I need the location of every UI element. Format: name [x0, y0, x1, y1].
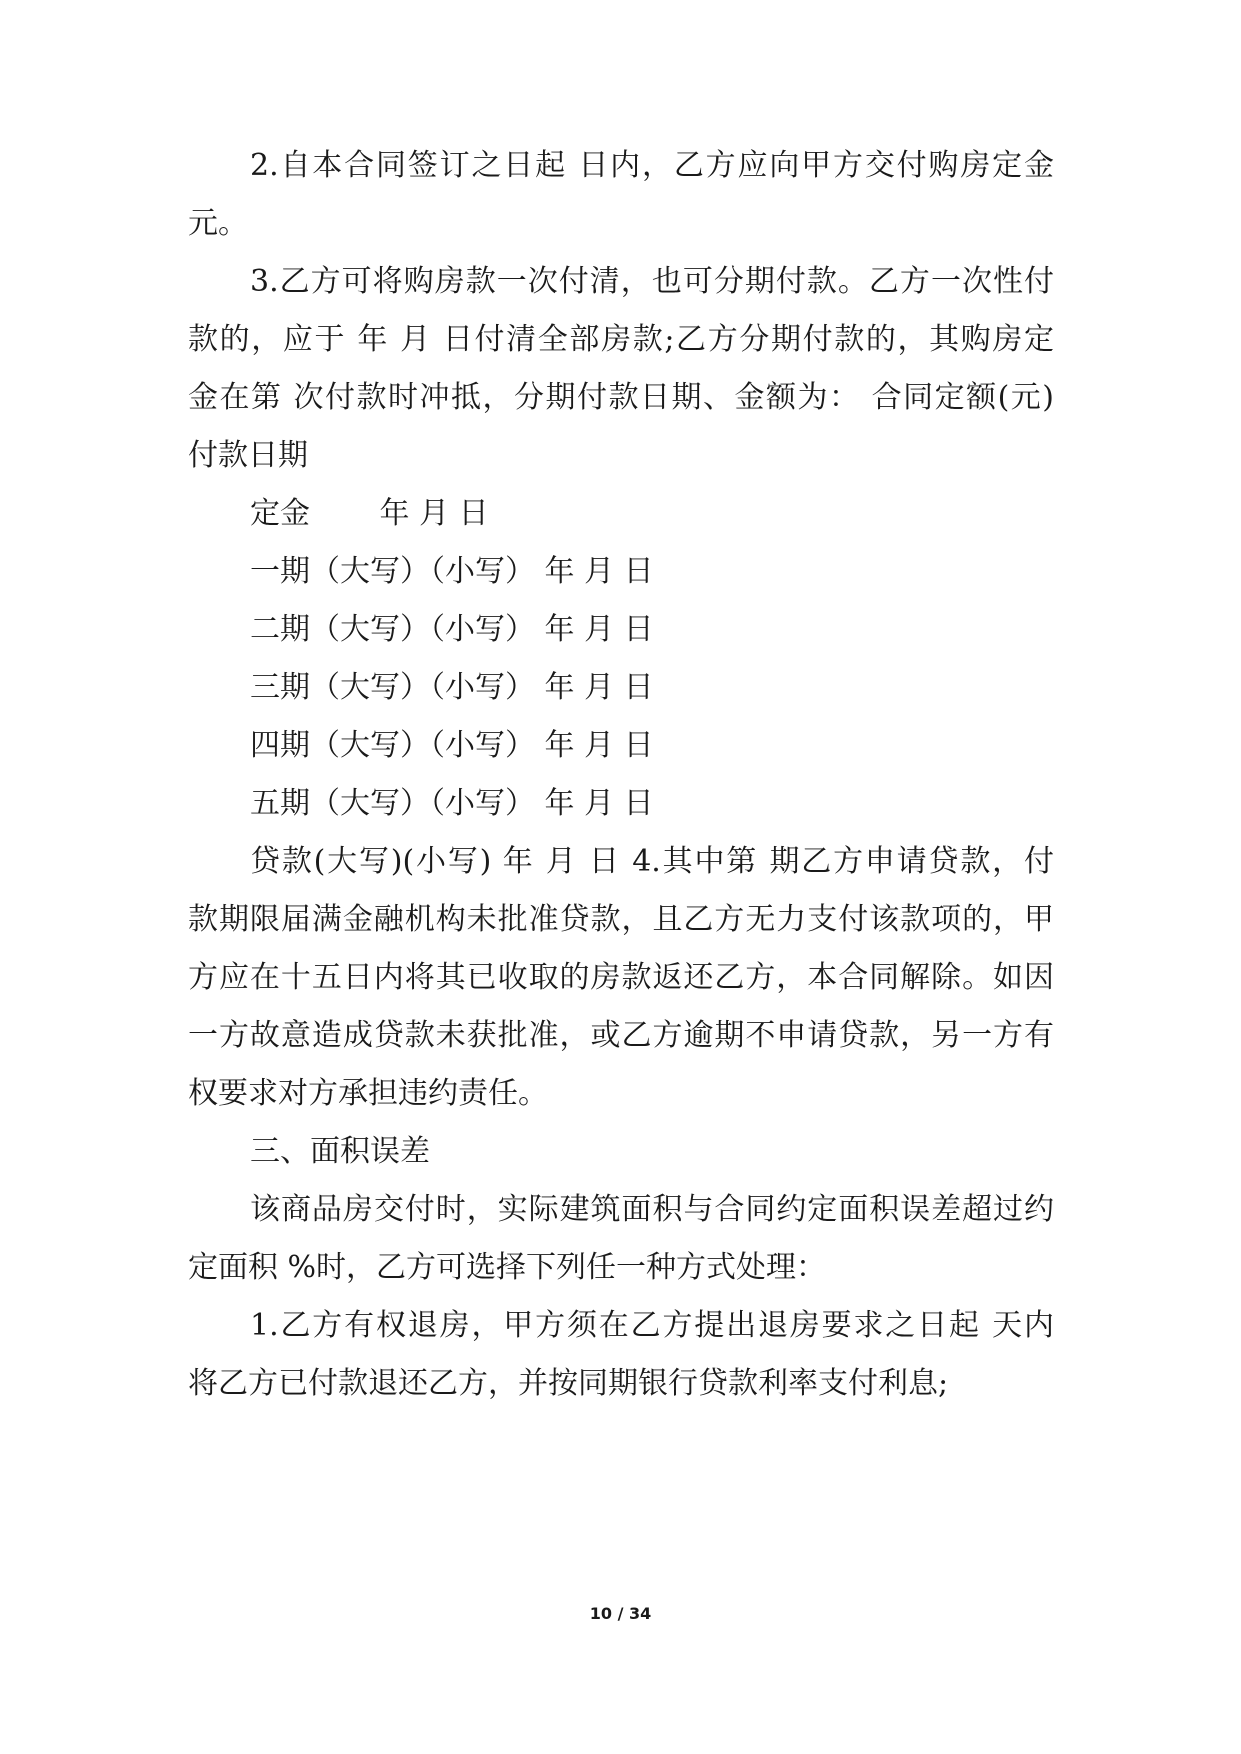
section-heading: 三、面积误差 — [250, 1134, 430, 1169]
paragraph-line: 将乙方已付款退还乙方，并按同期银行贷款利率支付利息; — [188, 1366, 949, 1401]
payment-row-3: 三期（大写）（小写） 年 月 日 — [250, 670, 654, 705]
paragraph-line: 贷款(大写)(小写) 年 月 日 4.其中第 期乙方申请贷款，付 — [250, 844, 1054, 879]
paragraph-line: 一方故意造成贷款未获批准，或乙方逾期不申请贷款，另一方有 — [188, 1018, 1054, 1053]
paragraph-line: 3.乙方可将购房款一次付清，也可分期付款。乙方一次性付 — [250, 264, 1054, 299]
paragraph-line: 付款日期 — [188, 438, 308, 473]
paragraph-line: 款期限届满金融机构未批准贷款，且乙方无力支付该款项的，甲 — [188, 902, 1054, 937]
page-number: 10 / 34 — [589, 1604, 652, 1623]
paragraph-line: 该商品房交付时，实际建筑面积与合同约定面积误差超过约 — [250, 1192, 1054, 1227]
paragraph-line: 款的，应于 年 月 日付清全部房款;乙方分期付款的，其购房定 — [188, 322, 1054, 357]
paragraph-line: 元。 — [188, 206, 248, 241]
payment-row-1: 一期（大写）（小写） 年 月 日 — [250, 554, 654, 589]
payment-row-4: 四期（大写）（小写） 年 月 日 — [250, 728, 654, 763]
payment-row-deposit: 定金 年 月 日 — [250, 496, 489, 531]
paragraph-line: 1.乙方有权退房，甲方须在乙方提出退房要求之日起 天内 — [250, 1308, 1054, 1343]
paragraph-line: 方应在十五日内将其已收取的房款返还乙方，本合同解除。如因 — [188, 960, 1054, 995]
paragraph-line: 权要求对方承担违约责任。 — [188, 1076, 548, 1111]
paragraph-line: 2.自本合同签订之日起 日内，乙方应向甲方交付购房定金 — [250, 148, 1054, 183]
payment-row-5: 五期（大写）（小写） 年 月 日 — [250, 786, 654, 821]
paragraph-line: 定面积 %时，乙方可选择下列任一种方式处理： — [188, 1250, 827, 1285]
payment-row-2: 二期（大写）（小写） 年 月 日 — [250, 612, 654, 647]
paragraph-line: 金在第 次付款时冲抵，分期付款日期、金额为： 合同定额(元) — [188, 380, 1054, 415]
